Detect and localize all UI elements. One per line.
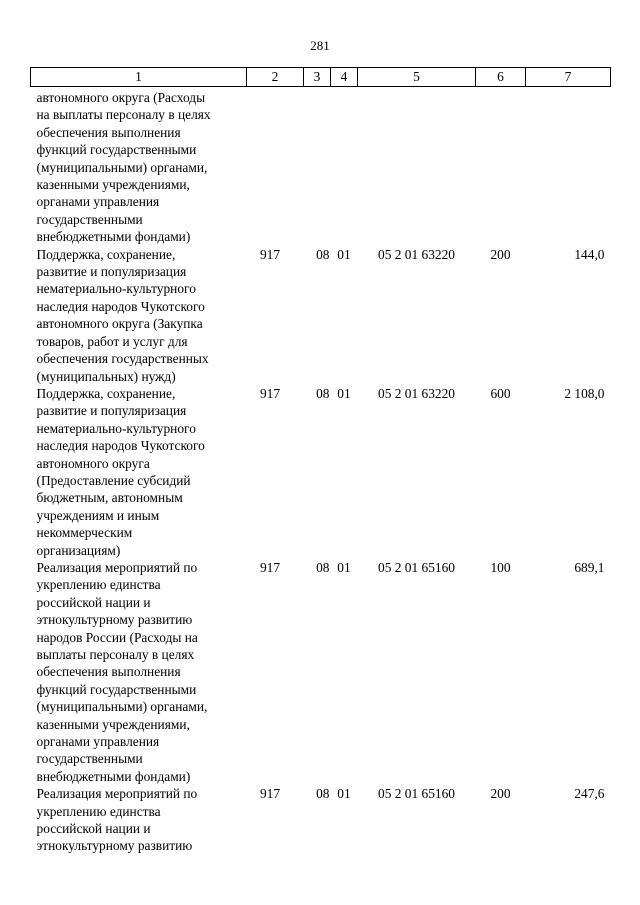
table-row — [31, 785, 611, 855]
header-col-1: 1 — [31, 68, 247, 87]
description-line: обеспечения государственных — [36, 351, 209, 367]
description-line: (муниципальными) органами, — [36, 699, 208, 715]
description-line: органами управления — [36, 194, 160, 210]
cell-section — [304, 87, 331, 246]
cell-target-article: 05 2 01 63220 — [378, 385, 455, 401]
cell-section: 08 — [316, 385, 330, 401]
description-line: развитие и популяризация — [36, 403, 187, 419]
cell-target-article — [358, 87, 476, 246]
header-col-4: 4 — [331, 68, 358, 87]
cell-section: 08 — [316, 559, 330, 575]
cell-expense-type: 600 — [490, 385, 511, 401]
cell-subsection — [331, 87, 358, 246]
description-line: некоммерческим — [36, 525, 133, 541]
description-line: внебюджетными фондами) — [36, 768, 191, 784]
description-line: государственными — [36, 211, 143, 227]
header-row — [31, 68, 611, 87]
description-line: автономного округа — [36, 455, 150, 471]
description-line: органами управления — [36, 734, 160, 750]
cell-amount — [526, 87, 611, 246]
table-row — [31, 559, 611, 785]
description-line: организациям) — [36, 542, 121, 558]
budget-table — [30, 67, 611, 855]
table-row — [31, 246, 611, 385]
description-line: Реализация мероприятий по — [36, 786, 198, 802]
description-line: обеспечения выполнения — [36, 124, 181, 140]
description-line: функций государственными — [36, 142, 197, 158]
cell-amount: 247,6 — [574, 786, 605, 802]
cell-admin-code: 917 — [259, 559, 281, 575]
table-body — [31, 87, 611, 855]
description-line: Реализация мероприятий по — [36, 559, 198, 575]
description-line: автономного округа (Расходы — [36, 90, 206, 105]
description-line: наследия народов Чукотского — [36, 438, 205, 454]
description-line: на выплаты персоналу в целях — [36, 107, 211, 123]
description-line: автономного округа (Закупка — [36, 316, 203, 332]
description-line: функций государственными — [36, 681, 197, 697]
row-description — [31, 785, 247, 855]
description-line: этнокультурному развитию — [36, 838, 193, 854]
table-header — [31, 68, 611, 87]
description-line: учреждениям и иным — [36, 507, 160, 523]
description-line: Поддержка, сохранение, — [36, 385, 176, 401]
description-line: (муниципальных) нужд) — [36, 368, 176, 384]
description-line: (муниципальными) органами, — [36, 159, 208, 175]
cell-subsection: 01 — [337, 385, 351, 401]
cell-expense-type: 100 — [490, 559, 511, 575]
description-line: развитие и популяризация — [36, 264, 187, 280]
header-col-3: 3 — [304, 68, 331, 87]
cell-expense-type: 200 — [490, 246, 511, 262]
cell-section: 08 — [316, 246, 330, 262]
page-number: 281 — [310, 38, 330, 53]
description-line: бюджетным, автономным — [36, 490, 183, 506]
description-line: казенными учреждениями, — [36, 177, 190, 193]
cell-admin-code — [247, 87, 304, 246]
description-line: нематериально-культурного — [36, 420, 196, 436]
table-row — [31, 385, 611, 559]
description-line: государственными — [36, 751, 143, 767]
row-description — [31, 385, 247, 559]
description-line: товаров, работ и услуг для — [36, 333, 188, 349]
description-line: народов России (Расходы на — [36, 629, 198, 645]
cell-amount: 689,1 — [574, 559, 605, 575]
cell-subsection: 01 — [337, 246, 351, 262]
cell-expense-type — [476, 87, 526, 246]
description-line: выплаты персоналу в целях — [36, 647, 195, 662]
cell-amount: 2 108,0 — [564, 385, 605, 401]
cell-target-article: 05 2 01 63220 — [378, 246, 455, 262]
row-description — [31, 87, 247, 246]
cell-amount: 144,0 — [574, 246, 605, 262]
description-line: казенными учреждениями, — [36, 716, 190, 732]
description-line: Поддержка, сохранение, — [36, 246, 176, 262]
header-col-6: 6 — [476, 68, 526, 87]
cell-admin-code: 917 — [259, 246, 281, 262]
description-line: укреплению единства — [36, 577, 161, 593]
cell-admin-code: 917 — [259, 786, 281, 802]
description-line: укреплению единства — [36, 803, 161, 819]
description-line: наследия народов Чукотского — [36, 298, 205, 314]
row-description — [31, 559, 247, 785]
description-line: нематериально-культурного — [36, 281, 196, 297]
description-line: обеспечения выполнения — [36, 664, 181, 680]
cell-section: 08 — [316, 786, 330, 802]
table-row — [31, 87, 611, 246]
cell-target-article: 05 2 01 65160 — [378, 559, 455, 575]
header-col-7: 7 — [526, 68, 611, 87]
header-col-5: 5 — [358, 68, 476, 87]
cell-subsection: 01 — [337, 559, 351, 575]
description-line: внебюджетными фондами) — [36, 229, 191, 245]
row-description — [31, 246, 247, 385]
description-line: (Предоставление субсидий — [36, 472, 191, 488]
cell-expense-type: 200 — [490, 786, 511, 802]
header-col-2: 2 — [247, 68, 304, 87]
cell-target-article: 05 2 01 65160 — [378, 786, 455, 802]
description-line: этнокультурному развитию — [36, 612, 193, 628]
description-line: российской нации и — [36, 594, 151, 610]
cell-admin-code: 917 — [259, 385, 281, 401]
cell-subsection: 01 — [337, 786, 351, 802]
description-line: российской нации и — [36, 821, 151, 837]
